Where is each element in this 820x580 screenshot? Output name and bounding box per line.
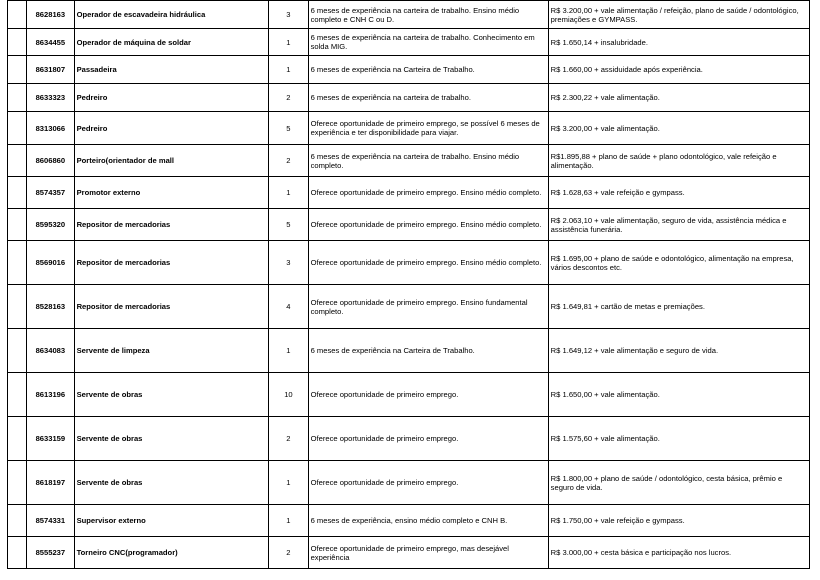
blank-cell — [8, 177, 27, 209]
salary-benefits: R$ 1.628,63 + vale refeição e gympass. — [548, 177, 809, 209]
vacancy-count: 1 — [269, 461, 308, 505]
requirements: Oferece oportunidade de primeiro emprego. Ensino médio completo. — [308, 177, 548, 209]
job-title: Porteiro(orientador de mall — [74, 145, 269, 177]
vacancy-code: 8595320 — [27, 209, 74, 241]
table-row — [8, 145, 810, 177]
requirements: 6 meses de experiência na carteira de trabalho. — [308, 84, 548, 112]
vacancy-count: 1 — [269, 505, 308, 537]
salary-benefits: R$ 1.575,60 + vale alimentação. — [548, 417, 809, 461]
job-title: Torneiro CNC(programador) — [74, 537, 269, 569]
requirements: 6 meses de experiência na Carteira de Trabalho. — [308, 56, 548, 84]
blank-cell — [8, 537, 27, 569]
job-title: Pedreiro — [74, 84, 269, 112]
vacancy-code: 8569016 — [27, 241, 74, 285]
blank-cell — [8, 112, 27, 145]
requirements: Oferece oportunidade de primeiro emprego, mas desejável experiência — [308, 537, 548, 569]
vacancy-count: 2 — [269, 145, 308, 177]
salary-benefits: R$ 2.300,22 + vale alimentação. — [548, 84, 809, 112]
job-title: Passadeira — [74, 56, 269, 84]
blank-cell — [8, 29, 27, 56]
requirements: Oferece oportunidade de primeiro emprego. — [308, 373, 548, 417]
vacancy-code: 8313066 — [27, 112, 74, 145]
job-title: Servente de limpeza — [74, 329, 269, 373]
vacancy-count: 1 — [269, 329, 308, 373]
vacancy-count: 3 — [269, 1, 308, 29]
salary-benefits: R$ 1.800,00 + plano de saúde / odontológico, cesta básica, prêmio e seguro de vida. — [548, 461, 809, 505]
blank-cell — [8, 329, 27, 373]
salary-benefits: R$ 1.649,81 + cartão de metas e premiações. — [548, 285, 809, 329]
salary-benefits: R$ 3.200,00 + vale alimentação / refeição, plano de saúde / odontológico, premiações e GYMPASS. — [548, 1, 809, 29]
requirements: 6 meses de experiência na carteira de trabalho. Ensino médio completo. — [308, 145, 548, 177]
salary-benefits: R$ 1.649,12 + vale alimentação e seguro de vida. — [548, 329, 809, 373]
table-row — [8, 209, 810, 241]
blank-cell — [8, 1, 27, 29]
requirements: 6 meses de experiência na Carteira de Trabalho. — [308, 329, 548, 373]
vacancy-count: 1 — [269, 29, 308, 56]
table-row — [8, 112, 810, 145]
blank-cell — [8, 209, 27, 241]
vacancy-count: 5 — [269, 209, 308, 241]
table-row — [8, 373, 810, 417]
vacancy-code: 8634455 — [27, 29, 74, 56]
blank-cell — [8, 285, 27, 329]
vacancy-count: 2 — [269, 537, 308, 569]
vacancy-count: 2 — [269, 84, 308, 112]
blank-cell — [8, 56, 27, 84]
requirements: Oferece oportunidade de primeiro emprego. Ensino fundamental completo. — [308, 285, 548, 329]
job-title: Pedreiro — [74, 112, 269, 145]
salary-benefits: R$1.895,88 + plano de saúde + plano odontológico, vale refeição e alimentação. — [548, 145, 809, 177]
job-title: Operador de escavadeira hidráulica — [74, 1, 269, 29]
requirements: Oferece oportunidade de primeiro emprego. Ensino médio completo. — [308, 241, 548, 285]
salary-benefits: R$ 3.000,00 + cesta básica e participação nos lucros. — [548, 537, 809, 569]
vacancy-code: 8633159 — [27, 417, 74, 461]
job-title: Repositor de mercadorias — [74, 285, 269, 329]
requirements: 6 meses de experiência na carteira de trabalho. Conhecimento em solda MIG. — [308, 29, 548, 56]
vacancy-code: 8633323 — [27, 84, 74, 112]
blank-cell — [8, 505, 27, 537]
table-row — [8, 505, 810, 537]
blank-cell — [8, 241, 27, 285]
table-row — [8, 177, 810, 209]
job-title: Repositor de mercadorias — [74, 209, 269, 241]
table-row — [8, 285, 810, 329]
job-title: Servente de obras — [74, 461, 269, 505]
requirements: Oferece oportunidade de primeiro emprego, se possível 6 meses de experiência e ter disponibilidade para viajar. — [308, 112, 548, 145]
requirements: Oferece oportunidade de primeiro emprego. — [308, 417, 548, 461]
salary-benefits: R$ 1.750,00 + vale refeição e gympass. — [548, 505, 809, 537]
job-title: Repositor de mercadorias — [74, 241, 269, 285]
job-title: Supervisor externo — [74, 505, 269, 537]
requirements: Oferece oportunidade de primeiro emprego. — [308, 461, 548, 505]
job-title: Promotor externo — [74, 177, 269, 209]
vacancy-count: 10 — [269, 373, 308, 417]
blank-cell — [8, 145, 27, 177]
job-title: Servente de obras — [74, 417, 269, 461]
table-row — [8, 29, 810, 56]
vacancy-count: 3 — [269, 241, 308, 285]
table-row — [8, 1, 810, 29]
requirements: 6 meses de experiência, ensino médio completo e CNH B. — [308, 505, 548, 537]
table-row — [8, 461, 810, 505]
salary-benefits: R$ 3.200,00 + vale alimentação. — [548, 112, 809, 145]
blank-cell — [8, 373, 27, 417]
vacancy-code: 8613196 — [27, 373, 74, 417]
salary-benefits: R$ 1.660,00 + assiduidade após experiência. — [548, 56, 809, 84]
vacancy-code: 8631807 — [27, 56, 74, 84]
salary-benefits: R$ 2.063,10 + vale alimentação, seguro de vida, assistência médica e assistência funerária. — [548, 209, 809, 241]
vacancy-code: 8618197 — [27, 461, 74, 505]
vacancy-code: 8628163 — [27, 1, 74, 29]
blank-cell — [8, 84, 27, 112]
table-row — [8, 84, 810, 112]
vacancy-code: 8574357 — [27, 177, 74, 209]
table-row — [8, 417, 810, 461]
job-title: Servente de obras — [74, 373, 269, 417]
vacancy-code: 8555237 — [27, 537, 74, 569]
requirements: Oferece oportunidade de primeiro emprego. Ensino médio completo. — [308, 209, 548, 241]
table-row — [8, 329, 810, 373]
vacancy-count: 2 — [269, 417, 308, 461]
blank-cell — [8, 417, 27, 461]
vacancy-code: 8528163 — [27, 285, 74, 329]
salary-benefits: R$ 1.650,14 + insalubridade. — [548, 29, 809, 56]
vacancy-code: 8606860 — [27, 145, 74, 177]
vacancy-count: 4 — [269, 285, 308, 329]
vacancy-code: 8574331 — [27, 505, 74, 537]
vacancy-code: 8634083 — [27, 329, 74, 373]
vacancy-count: 1 — [269, 177, 308, 209]
table-row — [8, 56, 810, 84]
table-row — [8, 241, 810, 285]
table-row — [8, 537, 810, 569]
vacancy-count: 5 — [269, 112, 308, 145]
job-openings-table — [7, 0, 810, 569]
requirements: 6 meses de experiência na carteira de trabalho. Ensino médio completo e CNH C ou D. — [308, 1, 548, 29]
blank-cell — [8, 461, 27, 505]
job-title: Operador de máquina de soldar — [74, 29, 269, 56]
salary-benefits: R$ 1.650,00 + vale alimentação. — [548, 373, 809, 417]
salary-benefits: R$ 1.695,00 + plano de saúde e odontológico, alimentação na empresa, vários descontos etc. — [548, 241, 809, 285]
vacancy-count: 1 — [269, 56, 308, 84]
